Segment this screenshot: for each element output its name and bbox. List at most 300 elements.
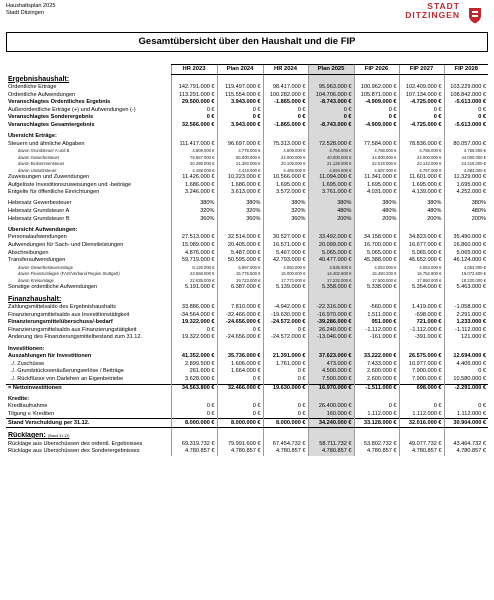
value-cell: 380% xyxy=(171,200,217,208)
value-cell: 4.780.857 € xyxy=(399,448,444,456)
row-label-text: davon Gewerbesteuer xyxy=(18,154,60,160)
value-cell xyxy=(263,396,308,404)
value-cell: 4.405.000 € xyxy=(444,361,488,369)
value-cell: 7.900.000 € xyxy=(399,376,444,384)
row-label-text: ./. Grundstücksveräußerungserlöse / Beiträge xyxy=(11,368,124,375)
value-cell: 4.780.857 € xyxy=(217,448,263,456)
row-label-text: davon Finanzumlagen (FAG/Verband Region Stuttgart) xyxy=(18,271,120,277)
value-cell: 19.322.000 € xyxy=(171,334,217,342)
value-cell: 102.409.000 € xyxy=(399,84,444,92)
value-cell: 22.639.000 € xyxy=(171,277,217,283)
value-cell: 23.568.000 € xyxy=(171,271,217,277)
table-row xyxy=(6,411,488,419)
column-header-label xyxy=(6,65,171,75)
row-label-text: davon Gewerbesteuerumlage xyxy=(18,264,73,270)
value-cell: 79.991.600 € xyxy=(217,441,263,449)
value-cell xyxy=(171,346,217,354)
budget-overview-table xyxy=(6,64,488,456)
value-cell: 0 € xyxy=(263,403,308,411)
value-cell: 33.128.000 € xyxy=(354,419,399,428)
value-cell: -1.112.000 € xyxy=(399,327,444,335)
row-label-text: Veranschlagtes Sonderergebnis xyxy=(8,114,94,121)
row-label-text: Rücklage aus Überschüssen des ordentl. Ergebnisses xyxy=(8,440,143,447)
value-cell: 45.388.000 € xyxy=(354,257,399,265)
value-cell xyxy=(217,75,263,85)
value-cell: 261.600 € xyxy=(171,368,217,376)
value-cell: 4.756.000 € xyxy=(444,148,488,154)
table-row xyxy=(6,312,488,320)
row-label xyxy=(6,107,171,115)
row-label xyxy=(6,312,171,320)
value-cell: 30.527.000 € xyxy=(263,234,308,242)
table-row xyxy=(6,84,488,92)
value-cell: 200% xyxy=(444,215,488,223)
table-row xyxy=(6,327,488,335)
value-cell: 200% xyxy=(354,215,399,223)
value-cell: -4.909.000 € xyxy=(354,99,399,107)
value-cell: 15.752.900 € xyxy=(399,271,444,277)
value-cell: 107.134.000 € xyxy=(399,92,444,100)
row-label xyxy=(6,432,171,441)
value-cell: 1.686.000 € xyxy=(217,182,263,190)
table-row xyxy=(6,403,488,411)
value-cell: 4.780.857 € xyxy=(444,448,488,456)
value-cell: 43.464.732 € xyxy=(444,441,488,449)
value-cell xyxy=(171,75,217,85)
table-row xyxy=(6,242,488,250)
value-cell: 16.677.000 € xyxy=(399,242,444,250)
value-cell xyxy=(399,295,444,304)
value-cell xyxy=(444,396,488,404)
value-cell: 8.000.000 € xyxy=(263,419,308,428)
value-cell: 45.652.000 € xyxy=(399,257,444,265)
table-row xyxy=(6,441,488,449)
table-row xyxy=(6,376,488,384)
value-cell: 142.791.000 € xyxy=(171,84,217,92)
section-heading-row xyxy=(6,295,488,304)
value-cell: -391.000 € xyxy=(399,334,444,342)
value-cell xyxy=(217,227,263,235)
value-cell: 473.000 € xyxy=(308,361,354,369)
value-cell: 4.809.000 € xyxy=(263,148,308,154)
value-cell: 2.899.500 € xyxy=(171,361,217,369)
value-cell: 480% xyxy=(399,208,444,216)
value-cell: -560.000 € xyxy=(354,304,399,312)
page-title: Gesamtübersicht über den Haushalt und die FIP xyxy=(6,32,488,52)
value-cell: 27.513.000 € xyxy=(171,234,217,242)
value-cell xyxy=(399,432,444,441)
value-cell: -4.725.000 € xyxy=(399,122,444,130)
value-cell: 5.065.000 € xyxy=(354,249,399,257)
row-label xyxy=(6,92,171,100)
document-header xyxy=(6,3,55,17)
value-cell: 0 € xyxy=(217,114,263,122)
value-cell: -39.286.000 € xyxy=(308,319,354,327)
value-cell: 3.943.000 € xyxy=(217,122,263,130)
row-label-text: Ergebnishaushalt: xyxy=(8,75,70,83)
value-cell: 0 € xyxy=(399,107,444,115)
value-cell: 0 € xyxy=(354,114,399,122)
row-label-text: Übersicht Erträge: xyxy=(8,133,57,140)
table-row xyxy=(6,92,488,100)
group-heading-row xyxy=(6,346,488,354)
row-label xyxy=(6,304,171,312)
value-cell: -24.656.000 € xyxy=(217,334,263,342)
value-cell: -8.743.000 € xyxy=(308,99,354,107)
value-cell: -32.466.000 € xyxy=(217,312,263,320)
value-cell: 46.124.000 € xyxy=(444,257,488,265)
row-label xyxy=(6,84,171,92)
value-cell: 21.128.000 € xyxy=(308,161,354,167)
value-cell: 40.477.000 € xyxy=(308,257,354,265)
value-cell: 0 € xyxy=(217,411,263,419)
value-cell: 10.566.000 € xyxy=(263,174,308,182)
value-cell: -19.630.000 € xyxy=(263,312,308,320)
value-cell: 5.358.000 € xyxy=(308,284,354,292)
table-row xyxy=(6,304,488,312)
table-row xyxy=(6,114,488,122)
value-cell: 480% xyxy=(354,208,399,216)
value-cell: 18.220.000 € xyxy=(444,277,488,283)
value-cell: 3.246.000 € xyxy=(171,189,217,197)
value-cell: 1.112.000 € xyxy=(444,411,488,419)
column-header: FIP 2028 xyxy=(444,65,488,75)
value-cell: 19.630.000 € xyxy=(263,384,308,392)
value-cell: 95.963.000 € xyxy=(308,84,354,92)
value-cell: 380% xyxy=(354,200,399,208)
row-label-text: Hebesatz Grundsteuer B xyxy=(8,215,70,222)
value-cell: -698.000 € xyxy=(399,312,444,320)
row-label xyxy=(6,284,171,292)
value-cell: 721.000 € xyxy=(399,319,444,327)
value-cell: 0 € xyxy=(354,403,399,411)
value-cell: 5.987.000 € xyxy=(217,265,263,271)
row-label-text: Veranschlagtes Ordentliches Ergebnis xyxy=(8,99,111,106)
row-label xyxy=(6,441,171,449)
value-cell: 80.057.000 € xyxy=(444,141,488,149)
value-cell: 360% xyxy=(263,215,308,223)
value-cell: 0 € xyxy=(444,114,488,122)
section-heading-row xyxy=(6,432,488,441)
value-cell: 3.628.000 € xyxy=(171,376,217,384)
value-cell: 32.514.000 € xyxy=(217,234,263,242)
row-label-text: davon Grundsteuer A und B xyxy=(18,148,70,154)
value-cell xyxy=(308,346,354,354)
row-label-text: Zahlungsmittelsaldo des Ergebnishaushalts xyxy=(8,304,116,311)
value-cell: -4.909.000 € xyxy=(354,122,399,130)
row-label xyxy=(6,200,171,208)
value-cell: 7.900.000 € xyxy=(399,368,444,376)
value-cell xyxy=(444,432,488,441)
value-cell: -161.000 € xyxy=(354,334,399,342)
row-label-text: Änderung des Finanzierungsmittelbestand zum 31.12. xyxy=(8,334,143,341)
value-cell: -1.865.000 € xyxy=(263,122,308,130)
row-label xyxy=(6,327,171,335)
value-cell xyxy=(354,133,399,141)
value-cell: 951.000 € xyxy=(354,319,399,327)
value-cell: 320% xyxy=(263,208,308,216)
value-cell: 44.000.000 € xyxy=(444,155,488,161)
row-label-text: Personalaufwendungen xyxy=(8,234,67,241)
value-cell: 0 € xyxy=(444,368,488,376)
value-cell: 4.053.000 € xyxy=(399,265,444,271)
value-cell xyxy=(399,396,444,404)
value-cell xyxy=(263,75,308,85)
value-cell: 44.000.000 € xyxy=(263,155,308,161)
value-cell: 5.139.000 € xyxy=(263,284,308,292)
value-cell: 34.158.000 € xyxy=(354,234,399,242)
row-label-text: Finanzierungsmittelüberschuss/-bedarf xyxy=(8,319,113,326)
value-cell: 160.000 € xyxy=(308,411,354,419)
value-cell: 4.756.000 € xyxy=(399,148,444,154)
row-label xyxy=(6,419,171,428)
row-label-text: davon Umsatzsteuer xyxy=(18,167,57,173)
value-cell: 11.341.000 € xyxy=(354,174,399,182)
value-cell: 16.700.000 € xyxy=(354,242,399,250)
row-label xyxy=(6,242,171,250)
value-cell: 320% xyxy=(171,208,217,216)
value-cell: 360% xyxy=(171,215,217,223)
value-cell: 103.229.000 € xyxy=(444,84,488,92)
value-cell: 1.695.000 € xyxy=(263,182,308,190)
row-label xyxy=(6,448,171,456)
value-cell: 4.780.857 € xyxy=(308,448,354,456)
value-cell: 15.089.000 € xyxy=(171,242,217,250)
row-label-text: Rücklagen: xyxy=(8,431,46,439)
row-label xyxy=(6,174,171,182)
value-cell: 17.773.000 € xyxy=(263,277,308,283)
row-label-text: Rücklage aus Überschüssen des Sonderergebnisses xyxy=(8,448,140,455)
value-cell: -4.942.000 € xyxy=(263,304,308,312)
value-cell: 21.391.000 € xyxy=(263,353,308,361)
value-cell xyxy=(217,396,263,404)
value-cell xyxy=(308,396,354,404)
value-cell: 32.016.000 € xyxy=(399,419,444,428)
value-cell: -34.564.000 € xyxy=(171,312,217,320)
value-cell: 65.000.000 € xyxy=(217,155,263,161)
value-cell xyxy=(308,227,354,235)
table-row xyxy=(6,189,488,197)
value-cell: 200% xyxy=(308,215,354,223)
value-cell: 1.695.000 € xyxy=(308,182,354,190)
value-cell: 480% xyxy=(444,208,488,216)
value-cell: 0 € xyxy=(354,107,399,115)
row-label xyxy=(6,396,171,404)
value-cell: 26.240.000 € xyxy=(308,327,354,335)
value-cell: 4.469.000 € xyxy=(263,168,308,174)
value-cell xyxy=(354,227,399,235)
column-header-row xyxy=(6,65,488,75)
value-cell: 1.511.000 € xyxy=(354,312,399,320)
value-cell: 121.000 € xyxy=(444,334,488,342)
value-cell xyxy=(308,295,354,304)
row-label-text: Investitionen: xyxy=(8,345,45,352)
table-row xyxy=(6,99,488,107)
logo-wordmark xyxy=(404,2,460,20)
row-label-text: davon Einkommensteuer xyxy=(18,161,65,167)
value-cell: 0 € xyxy=(263,376,308,384)
value-cell: 69.319.732 € xyxy=(171,441,217,449)
value-cell: -24.572.000 € xyxy=(263,334,308,342)
table-row xyxy=(6,215,488,223)
value-cell: 2.291.000 € xyxy=(444,312,488,320)
value-cell: 1.686.000 € xyxy=(171,182,217,190)
value-cell: 5.467.000 € xyxy=(263,249,308,257)
value-cell: 19.723.000 € xyxy=(217,277,263,283)
value-cell: 42.793.000 € xyxy=(263,257,308,265)
value-cell: 1.695.000 € xyxy=(399,182,444,190)
value-cell: 7.433.000 € xyxy=(354,361,399,369)
value-cell xyxy=(263,133,308,141)
table-row xyxy=(6,384,488,392)
column-header: FIP 2026 xyxy=(354,65,399,75)
value-cell: 4.780.857 € xyxy=(263,448,308,456)
value-cell: 5.065.000 € xyxy=(444,249,488,257)
value-cell: -13.046.000 € xyxy=(308,334,354,342)
value-cell: 0 € xyxy=(171,411,217,419)
value-cell: 1.606.000 € xyxy=(217,361,263,369)
value-cell xyxy=(444,295,488,304)
table-row xyxy=(6,174,488,182)
table-row xyxy=(6,353,488,361)
row-label xyxy=(6,334,171,342)
value-cell xyxy=(444,346,488,354)
value-cell: -1.112.000 € xyxy=(354,327,399,335)
value-cell: 21.383.000 € xyxy=(217,161,263,167)
value-cell: 4.876.000 € xyxy=(171,249,217,257)
row-label xyxy=(6,99,171,107)
value-cell: 1.695.000 € xyxy=(354,182,399,190)
value-cell: 49.077.732 € xyxy=(399,441,444,449)
row-label-text: Aufwendungen für Sach- und Dienstleistungen xyxy=(8,241,124,248)
value-cell: 33.222.000 € xyxy=(354,353,399,361)
value-cell xyxy=(354,432,399,441)
row-label-text: Finanzhaushalt: xyxy=(8,295,62,303)
value-cell: 4.500.000 € xyxy=(308,368,354,376)
value-cell xyxy=(217,432,263,441)
value-cell: 3.943.000 € xyxy=(217,99,263,107)
value-cell: 98.417.000 € xyxy=(263,84,308,92)
value-cell: 44.000.000 € xyxy=(399,155,444,161)
row-note: (Stand 31.12) xyxy=(47,433,70,438)
row-label-text: Ordentliche Aufwendungen xyxy=(8,91,76,98)
value-cell: 360% xyxy=(217,215,263,223)
value-cell: 480% xyxy=(308,208,354,216)
value-cell: 16.571.000 € xyxy=(263,242,308,250)
value-cell: 380% xyxy=(399,200,444,208)
value-cell: -16.970.000 € xyxy=(308,312,354,320)
table-row xyxy=(6,448,488,456)
value-cell: -1.058.000 € xyxy=(444,304,488,312)
value-cell: 17.500.000 € xyxy=(354,277,399,283)
column-header: Plan 2025 xyxy=(308,65,354,75)
value-cell xyxy=(171,295,217,304)
value-cell: -22.316.000 € xyxy=(308,304,354,312)
row-label-text: Kreditaufnahme xyxy=(8,403,48,410)
value-cell: 20.405.000 € xyxy=(217,242,263,250)
group-heading-row xyxy=(6,227,488,235)
column-header: Plan 2024 xyxy=(217,65,263,75)
value-cell: 4.883.000 € xyxy=(444,168,488,174)
value-cell: 14.402.600 € xyxy=(308,271,354,277)
value-cell: 1.112.000 € xyxy=(354,411,399,419)
value-cell: 20.109.000 € xyxy=(263,161,308,167)
table-row xyxy=(6,208,488,216)
value-cell: 0 € xyxy=(399,114,444,122)
value-cell: 4.697.000 € xyxy=(354,168,399,174)
row-label-text: Steuern und ähnliche Abgaben xyxy=(8,140,85,147)
value-cell: 16.072.600 € xyxy=(444,271,488,277)
row-label xyxy=(6,133,171,141)
value-cell: 50.595.000 € xyxy=(217,257,263,265)
value-cell: 104.706.000 € xyxy=(308,92,354,100)
value-cell: 0 € xyxy=(171,327,217,335)
row-label xyxy=(6,189,171,197)
value-cell: 4.756.000 € xyxy=(354,148,399,154)
value-cell: 17.860.000 € xyxy=(399,277,444,283)
value-cell: 19.322.000 € xyxy=(171,319,217,327)
value-cell: 3.635.000 € xyxy=(308,265,354,271)
table-row xyxy=(6,182,488,190)
value-cell: 698.000 € xyxy=(399,384,444,392)
table-row xyxy=(6,234,488,242)
value-cell: 5.065.000 € xyxy=(308,249,354,257)
value-cell xyxy=(444,227,488,235)
value-cell: 37.623.000 € xyxy=(308,353,354,361)
row-label-text: Tilgung v. Krediten xyxy=(8,410,55,417)
value-cell: 0 € xyxy=(217,107,263,115)
value-cell: 20.289.000 € xyxy=(171,161,217,167)
column-header: FIP 2027 xyxy=(399,65,444,75)
value-cell: 200% xyxy=(399,215,444,223)
value-cell: 26.400.000 € xyxy=(308,403,354,411)
value-cell xyxy=(308,75,354,85)
value-cell xyxy=(399,227,444,235)
value-cell: -5.613.000 € xyxy=(444,122,488,130)
value-cell: 16.970.000 € xyxy=(308,384,354,392)
value-cell xyxy=(308,432,354,441)
value-cell: 3.613.000 € xyxy=(217,189,263,197)
value-cell: 0 € xyxy=(308,114,354,122)
value-cell: 113.291.000 € xyxy=(171,92,217,100)
value-cell: 1.664.000 € xyxy=(217,368,263,376)
value-cell: 5.354.000 € xyxy=(399,284,444,292)
row-label xyxy=(6,208,171,216)
value-cell: 0 € xyxy=(217,403,263,411)
value-cell: 26.575.000 € xyxy=(399,353,444,361)
table-row xyxy=(6,200,488,208)
table-row xyxy=(6,319,488,327)
value-cell: 4.776.000 € xyxy=(217,148,263,154)
row-label-text: ./. Zuschüsse xyxy=(11,360,45,367)
row-label-text: Aufgelöste Investitionszuweisungen und -beiträge xyxy=(8,181,132,188)
value-cell: 0 € xyxy=(399,403,444,411)
row-label xyxy=(6,295,171,304)
value-cell: -1.511.000 € xyxy=(354,384,399,392)
table-row xyxy=(6,122,488,130)
table-row xyxy=(6,368,488,376)
header-city: Stadt Ditzingen xyxy=(6,10,44,16)
column-header: HR 2024 xyxy=(263,65,308,75)
table-row xyxy=(6,257,488,265)
value-cell: 1.695.000 € xyxy=(444,182,488,190)
row-label xyxy=(6,346,171,354)
row-label-text: davon Kreisumlage xyxy=(18,277,54,283)
row-label-text: Ordentliche Erträge xyxy=(8,84,57,91)
row-label-text: = Nettoinvestitionen xyxy=(8,384,62,391)
value-cell: 1.112.000 € xyxy=(399,411,444,419)
value-cell xyxy=(171,227,217,235)
